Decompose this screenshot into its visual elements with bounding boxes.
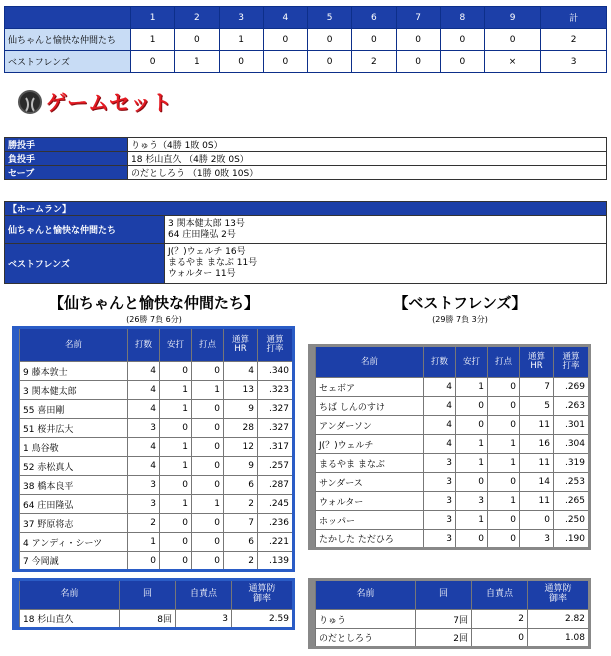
batting-stat: 0 <box>520 511 554 530</box>
batting-row <box>310 435 590 454</box>
home-team-record: (26勝 7負 6分) <box>126 315 182 324</box>
batting-stat: .327 <box>258 419 294 438</box>
batting-stat: 0 <box>160 514 192 533</box>
batting-stat: 0 <box>160 552 192 571</box>
inning-header: 9 <box>485 7 541 29</box>
batting-stat: 0 <box>128 552 160 571</box>
batting-stat: .190 <box>554 530 590 549</box>
batting-column-header <box>258 328 294 362</box>
batting-stat: .323 <box>258 381 294 400</box>
pitching-column-header-label: 回 <box>142 589 152 600</box>
away-batting-table <box>308 344 591 550</box>
homerun-list <box>165 244 607 284</box>
save-pitcher-label: セーブ <box>5 166 128 180</box>
batting-stat: .304 <box>554 435 590 454</box>
away-pitching-table <box>308 578 591 649</box>
batting-stat: 1 <box>128 533 160 552</box>
homerun-title: 【ホームラン】 <box>5 202 607 216</box>
pitcher-name: 18 杉山直久 <box>20 610 120 629</box>
homerun-table <box>4 201 607 284</box>
batting-stat: 0 <box>488 397 520 416</box>
inning-score: 0 <box>440 29 484 51</box>
total-score: 2 <box>541 29 607 51</box>
batting-stat: 3 <box>128 419 160 438</box>
inning-header: 4 <box>263 7 307 29</box>
homerun-entry: ウォルター 11号 <box>168 269 236 279</box>
pitching-stat: 2 <box>472 610 528 629</box>
batting-stat: 1 <box>456 511 488 530</box>
pitching-header-row <box>310 580 590 610</box>
batting-row <box>14 438 294 457</box>
inning-score: 0 <box>219 51 263 73</box>
pitcher-name: りゅう <box>316 610 416 629</box>
pitching-header-row <box>14 580 294 610</box>
batting-stat: 13 <box>224 381 258 400</box>
batting-column-header <box>316 346 424 378</box>
batting-stat: 9 <box>224 457 258 476</box>
total-score: 3 <box>541 51 607 73</box>
baseball-icon <box>18 90 42 114</box>
inning-score: 0 <box>396 51 440 73</box>
inning-score: 2 <box>352 51 396 73</box>
homerun-row <box>5 216 607 244</box>
player-name: サンダース <box>316 473 424 492</box>
player-name: ホッパー <box>316 511 424 530</box>
batting-stat: 1 <box>456 454 488 473</box>
batting-row <box>14 514 294 533</box>
batting-row <box>310 511 590 530</box>
batting-stat: 0 <box>192 552 224 571</box>
batting-stat: 0 <box>192 400 224 419</box>
batting-stat: 3 <box>424 511 456 530</box>
batting-column-header <box>224 328 258 362</box>
batting-stat: 7 <box>224 514 258 533</box>
player-name: アンダーソン <box>316 416 424 435</box>
batting-stat: 6 <box>224 476 258 495</box>
pitching-column-header-label: 自責点 <box>189 589 217 600</box>
batting-stat: 0 <box>192 476 224 495</box>
batting-stat: 1 <box>488 435 520 454</box>
batting-stat: .263 <box>554 397 590 416</box>
win-pitcher-label: 勝投手 <box>5 138 128 152</box>
pitching-column-header <box>316 580 416 610</box>
batting-stat: .327 <box>258 400 294 419</box>
lose-pitcher-value: 18 杉山直久 （4勝 2敗 0S） <box>128 152 607 166</box>
batting-stat: .253 <box>554 473 590 492</box>
player-name: 51 桜井広大 <box>20 419 128 438</box>
pitching-stat: 0 <box>472 629 528 648</box>
pitching-column-header <box>472 580 528 610</box>
pitching-column-header <box>20 580 120 610</box>
batting-stat: 4 <box>424 435 456 454</box>
batting-stat: 3 <box>424 454 456 473</box>
batting-stat: 4 <box>128 400 160 419</box>
player-name: 4 アンディ・シーツ <box>20 533 128 552</box>
player-name: 9 藤本敦士 <box>20 362 128 381</box>
batting-row <box>310 473 590 492</box>
away-team-record: (29勝 7負 3分) <box>432 315 488 324</box>
batting-stat: 0 <box>488 378 520 397</box>
batting-stat: 0 <box>456 473 488 492</box>
pitching-stat: 7回 <box>416 610 472 629</box>
batting-row <box>14 476 294 495</box>
inning-score: 0 <box>308 51 352 73</box>
batting-row <box>310 530 590 549</box>
player-name: ちば しんのすけ <box>316 397 424 416</box>
inning-score: 0 <box>352 29 396 51</box>
batting-stat: 1 <box>192 495 224 514</box>
batting-stat: .269 <box>554 378 590 397</box>
win-pitcher-row <box>5 138 607 152</box>
batting-stat: 6 <box>224 533 258 552</box>
inning-header: 2 <box>175 7 219 29</box>
batting-stat: 0 <box>160 533 192 552</box>
batting-stat: 0 <box>456 530 488 549</box>
player-name: 7 今岡誠 <box>20 552 128 571</box>
batting-stat: 3 <box>456 492 488 511</box>
batting-row <box>14 362 294 381</box>
inning-score: 0 <box>175 29 219 51</box>
batting-stat: .265 <box>554 492 590 511</box>
pitching-column-header <box>232 580 294 610</box>
batting-stat: 12 <box>224 438 258 457</box>
batting-stat: 1 <box>160 457 192 476</box>
inning-score: 1 <box>131 29 175 51</box>
batting-stat: .301 <box>554 416 590 435</box>
player-name: ウォルター <box>316 492 424 511</box>
homerun-team-name: 仙ちゃんと愉快な仲間たち <box>5 216 165 244</box>
pitcher-name: のだとしろう <box>316 629 416 648</box>
batting-stat: 0 <box>192 419 224 438</box>
batting-stat: 1 <box>160 381 192 400</box>
batting-stat: 2 <box>128 514 160 533</box>
inning-score: 0 <box>440 51 484 73</box>
batting-stat: 0 <box>160 362 192 381</box>
batting-header-row <box>310 346 590 378</box>
batting-stat: 5 <box>520 397 554 416</box>
pitching-column-header-label: 通算防御率 <box>544 584 572 604</box>
homerun-list <box>165 216 607 244</box>
batting-stat: 1 <box>160 495 192 514</box>
lose-pitcher-row <box>5 152 607 166</box>
inning-score: 0 <box>396 29 440 51</box>
pitching-row <box>310 629 590 648</box>
batting-stat: 0 <box>488 473 520 492</box>
batting-stat: 4 <box>128 438 160 457</box>
player-name: 37 野原将志 <box>20 514 128 533</box>
batting-stat: 0 <box>456 416 488 435</box>
batting-row <box>14 400 294 419</box>
player-name: セェボア <box>316 378 424 397</box>
player-name: まるやま まなぶ <box>316 454 424 473</box>
pitcher-results <box>4 137 607 180</box>
pitching-column-header-label: 名前 <box>60 589 79 600</box>
batting-column-header-label: 打数 <box>430 357 448 367</box>
batting-row <box>14 552 294 571</box>
pitching-column-header <box>528 580 590 610</box>
inning-header: 8 <box>440 7 484 29</box>
batting-stat: 4 <box>424 378 456 397</box>
batting-stat: 4 <box>128 381 160 400</box>
batting-stat: .340 <box>258 362 294 381</box>
batting-stat: 14 <box>520 473 554 492</box>
inning-score: 0 <box>308 29 352 51</box>
pitching-row <box>14 610 294 629</box>
pitching-stat: 3 <box>176 610 232 629</box>
batting-stat: 7 <box>520 378 554 397</box>
batting-column-header-label: 名前 <box>360 357 378 367</box>
game-set-logo <box>18 88 172 116</box>
batting-column-header-label: 通算打率 <box>562 352 580 371</box>
pitching-column-header <box>176 580 232 610</box>
pitching-column-header-label: 回 <box>438 589 448 600</box>
batting-row <box>14 419 294 438</box>
player-name: たかした ただひろ <box>316 530 424 549</box>
player-name: 52 赤松真人 <box>20 457 128 476</box>
total-header: 計 <box>541 7 607 29</box>
batting-stat: 4 <box>424 416 456 435</box>
batting-stat: 1 <box>456 378 488 397</box>
homerun-title-row <box>5 202 607 216</box>
batting-stat: 0 <box>456 397 488 416</box>
pitching-stat: 1.08 <box>528 629 590 648</box>
batting-stat: 0 <box>192 533 224 552</box>
batting-stat: 0 <box>192 514 224 533</box>
inning-score: 0 <box>131 51 175 73</box>
batting-stat: 3 <box>424 473 456 492</box>
lose-pitcher-label: 負投手 <box>5 152 128 166</box>
team-name: 仙ちゃんと愉快な仲間たち <box>5 29 131 51</box>
batting-column-header <box>192 328 224 362</box>
batting-stat: 11 <box>520 454 554 473</box>
player-name: 55 喜田剛 <box>20 400 128 419</box>
batting-row <box>14 495 294 514</box>
batting-stat: 0 <box>192 438 224 457</box>
batting-stat: 1 <box>160 400 192 419</box>
batting-row <box>14 533 294 552</box>
batting-stat: 4 <box>128 457 160 476</box>
team-name: ベストフレンズ <box>5 51 131 73</box>
batting-column-header-label: 通算HR <box>527 352 545 371</box>
batting-column-header <box>520 346 554 378</box>
pitching-row <box>310 610 590 629</box>
pitching-column-header-label: 通算防御率 <box>248 584 276 604</box>
batting-stat: .221 <box>258 533 294 552</box>
batting-stat: 4 <box>128 362 160 381</box>
batting-stat: .245 <box>258 495 294 514</box>
batting-stat: .317 <box>258 438 294 457</box>
batting-stat: 3 <box>520 530 554 549</box>
batting-stat: 0 <box>160 476 192 495</box>
pitching-stat: 2.59 <box>232 610 294 629</box>
batting-stat: 11 <box>520 492 554 511</box>
batting-column-header <box>488 346 520 378</box>
batting-stat: .287 <box>258 476 294 495</box>
player-name: 38 橋本良平 <box>20 476 128 495</box>
batting-stat: 3 <box>128 476 160 495</box>
batting-column-header-label: 安打 <box>462 357 480 367</box>
batting-stat: 1 <box>192 381 224 400</box>
batting-row <box>310 492 590 511</box>
batting-stat: 16 <box>520 435 554 454</box>
batting-stat: .236 <box>258 514 294 533</box>
batting-stat: 0 <box>160 419 192 438</box>
batting-stat: 1 <box>488 454 520 473</box>
pitching-stat: 8回 <box>120 610 176 629</box>
batting-stat: .139 <box>258 552 294 571</box>
batting-column-header-label: 打数 <box>134 340 152 350</box>
home-batting-table <box>12 326 295 572</box>
homerun-entry: まるやま まなぶ 11号 <box>168 258 258 268</box>
scoreboard-row-home <box>5 29 607 51</box>
homerun-entry: 3 関本健太郎 13号 <box>168 218 245 229</box>
homerun-entry: 64 庄田隆弘 2号 <box>168 229 236 240</box>
batting-column-header <box>554 346 590 378</box>
pitching-stat: 2回 <box>416 629 472 648</box>
batting-stat: 0 <box>488 530 520 549</box>
inning-score: 0 <box>263 29 307 51</box>
homerun-team-name: ベストフレンズ <box>5 244 165 284</box>
batting-stat: 2 <box>224 495 258 514</box>
batting-stat: 1 <box>160 438 192 457</box>
homerun-entry: J(？)ウェルチ 16号 <box>168 247 246 257</box>
batting-column-header <box>20 328 128 362</box>
batting-stat: 4 <box>424 397 456 416</box>
pitching-column-header <box>416 580 472 610</box>
batting-stat: .319 <box>554 454 590 473</box>
batting-row <box>310 416 590 435</box>
pitching-column-header-label: 名前 <box>356 589 375 600</box>
batting-column-header <box>160 328 192 362</box>
scoreboard <box>4 6 607 73</box>
batting-header-row <box>14 328 294 362</box>
inning-score: 0 <box>263 51 307 73</box>
batting-row <box>14 457 294 476</box>
batting-stat: 3 <box>424 492 456 511</box>
batting-stat: 4 <box>224 362 258 381</box>
inning-header: 1 <box>131 7 175 29</box>
batting-stat: 0 <box>192 457 224 476</box>
homerun-row <box>5 244 607 284</box>
player-name: J(？)ウェルチ <box>316 435 424 454</box>
scoreboard-corner <box>5 7 131 29</box>
scoreboard-header-row <box>5 7 607 29</box>
win-pitcher-value: りゅう（4勝 1敗 0S） <box>128 138 607 152</box>
batting-stat: 9 <box>224 400 258 419</box>
batting-stat: 2 <box>224 552 258 571</box>
away-team-heading: 【ベストフレンズ】 <box>393 294 527 312</box>
inning-score: × <box>485 51 541 73</box>
batting-row <box>14 381 294 400</box>
inning-header: 3 <box>219 7 263 29</box>
inning-header: 7 <box>396 7 440 29</box>
batting-column-header <box>128 328 160 362</box>
inning-header: 5 <box>308 7 352 29</box>
save-pitcher-row <box>5 166 607 180</box>
save-pitcher-value: のだとしろう （1勝 0敗 10S） <box>128 166 607 180</box>
pitching-column-header-label: 自責点 <box>485 589 513 600</box>
pitching-column-header <box>120 580 176 610</box>
batting-stat: 3 <box>424 530 456 549</box>
inning-score: 1 <box>219 29 263 51</box>
inning-score: 0 <box>485 29 541 51</box>
player-name: 1 鳥谷敬 <box>20 438 128 457</box>
batting-stat: 28 <box>224 419 258 438</box>
inning-header: 6 <box>352 7 396 29</box>
batting-row <box>310 378 590 397</box>
batting-stat: 0 <box>488 416 520 435</box>
scoreboard-row-away <box>5 51 607 73</box>
home-pitching-table <box>12 578 295 630</box>
batting-stat: 3 <box>128 495 160 514</box>
batting-stat: .250 <box>554 511 590 530</box>
game-set-title: ゲームセット <box>46 91 172 115</box>
batting-column-header-label: 通算打率 <box>266 335 284 354</box>
batting-column-header <box>424 346 456 378</box>
player-name: 64 庄田隆弘 <box>20 495 128 514</box>
batting-stat: 11 <box>520 416 554 435</box>
batting-row <box>310 397 590 416</box>
batting-stat: 1 <box>488 492 520 511</box>
batting-stat: 0 <box>488 511 520 530</box>
batting-column-header-label: 打点 <box>198 340 216 350</box>
batting-column-header-label: 通算HR <box>231 335 249 354</box>
player-name: 3 関本健太郎 <box>20 381 128 400</box>
home-team-heading: 【仙ちゃんと愉快な仲間たち】 <box>48 294 259 312</box>
batting-stat: 1 <box>456 435 488 454</box>
batting-row <box>310 454 590 473</box>
batting-stat: .257 <box>258 457 294 476</box>
inning-score: 1 <box>175 51 219 73</box>
batting-column-header-label: 打点 <box>494 357 512 367</box>
batting-stat: 0 <box>192 362 224 381</box>
batting-column-header <box>456 346 488 378</box>
batting-column-header-label: 安打 <box>166 340 184 350</box>
pitching-stat: 2.82 <box>528 610 590 629</box>
batting-column-header-label: 名前 <box>64 340 82 350</box>
